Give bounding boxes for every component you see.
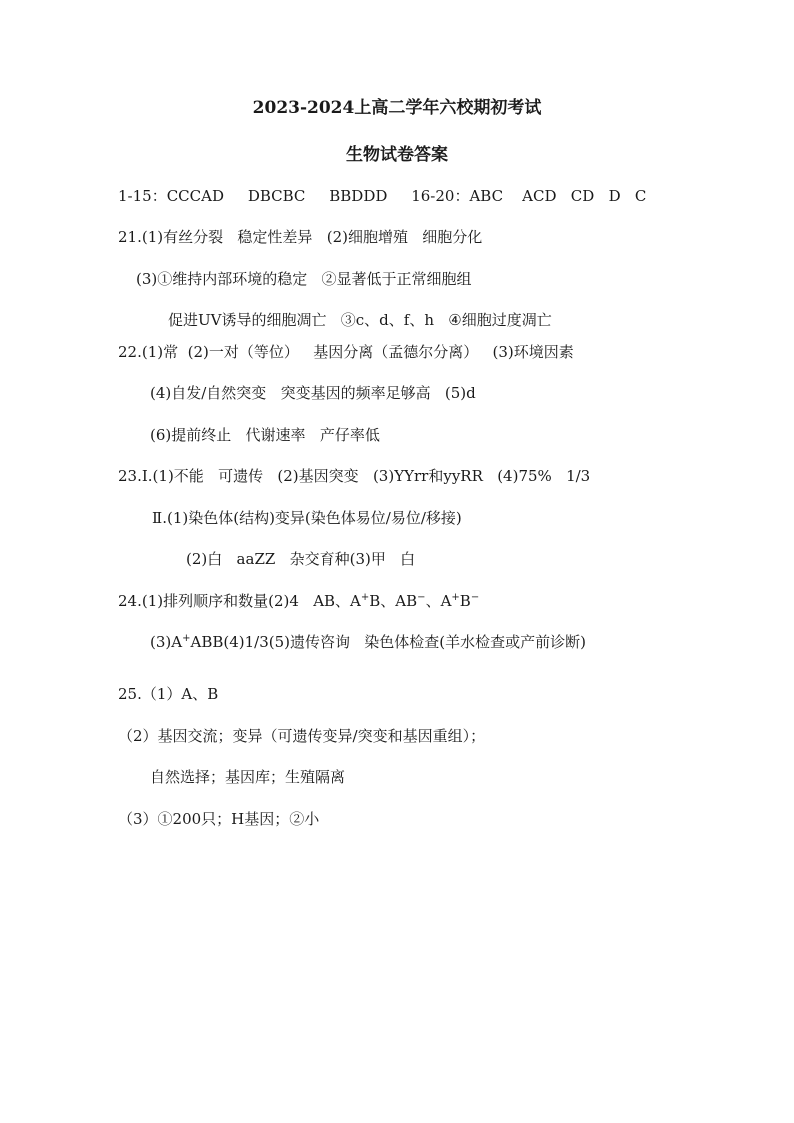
q22-line-3: (6)提前终止 代谢速率 产仔率低: [150, 426, 380, 444]
q24-line-1: [118, 591, 479, 611]
multiple-choice-answers: 1-15：CCCAD DBCBC BBDDD 16-20：ABC ACD CD D C: [118, 187, 647, 205]
q25-line-3: 自然选择；基因库；生殖隔离: [150, 768, 346, 786]
q23-line-1: 23.Ⅰ.(1)不能 可遗传 (2)基因突变 (3)YYrr和yyRR (4)75% 1/3: [118, 467, 591, 485]
superscript-plus: +: [360, 592, 370, 603]
superscript-plus: +: [182, 633, 191, 644]
q24-line-2-text-a: (3)A: [150, 633, 183, 651]
q21-line-3: 促进UV诱导的细胞凋亡 ③c、d、f、h ④细胞过度凋亡: [168, 311, 552, 329]
q24-line-1-text-c: 、A: [425, 592, 452, 610]
superscript-minus: −: [470, 592, 480, 603]
q25-line-4: （3）①200只；H基因；②小: [118, 810, 320, 828]
q25-line-1: 25.（1）A、B: [118, 685, 219, 703]
q22-line-2: (4)自发/自然突变 突变基因的频率足够高 (5)d: [150, 384, 476, 402]
q24-line-2: [150, 632, 586, 652]
q21-line-2: (3)①维持内部环境的稳定 ②显著低于正常细胞组: [136, 270, 472, 288]
q24-line-1-text-d: B: [459, 592, 471, 610]
q23-line-2: Ⅱ.(1)染色体(结构)变异(染色体易位/易位/移接): [152, 509, 462, 527]
q21-line-1: 21.(1)有丝分裂 稳定性差异 (2)细胞增殖 细胞分化: [118, 228, 483, 246]
q23-line-3: (2)白 aaZZ 杂交育种(3)甲 白: [186, 550, 416, 568]
q24-line-2-text-b: ABB(4)1/3(5)遗传咨询 染色体检查(羊水检查或产前诊断): [190, 633, 587, 651]
q22-line-1: 22.(1)常 (2)一对（等位） 基因分离（孟德尔分离） (3)环境因素: [118, 343, 574, 361]
q24-line-1-text-b: B、AB: [369, 592, 418, 610]
superscript-plus: +: [451, 592, 460, 603]
page-subtitle: 生物试卷答案: [346, 145, 448, 165]
q24-line-1-text-a: 24.(1)排列顺序和数量(2)4 AB、A: [118, 592, 361, 610]
q25-line-2: （2）基因交流；变异（可遗传变异/突变和基因重组）；: [118, 727, 486, 745]
page-title: 2023-2024上高二学年六校期初考试: [252, 98, 542, 118]
superscript-minus: −: [417, 592, 426, 603]
